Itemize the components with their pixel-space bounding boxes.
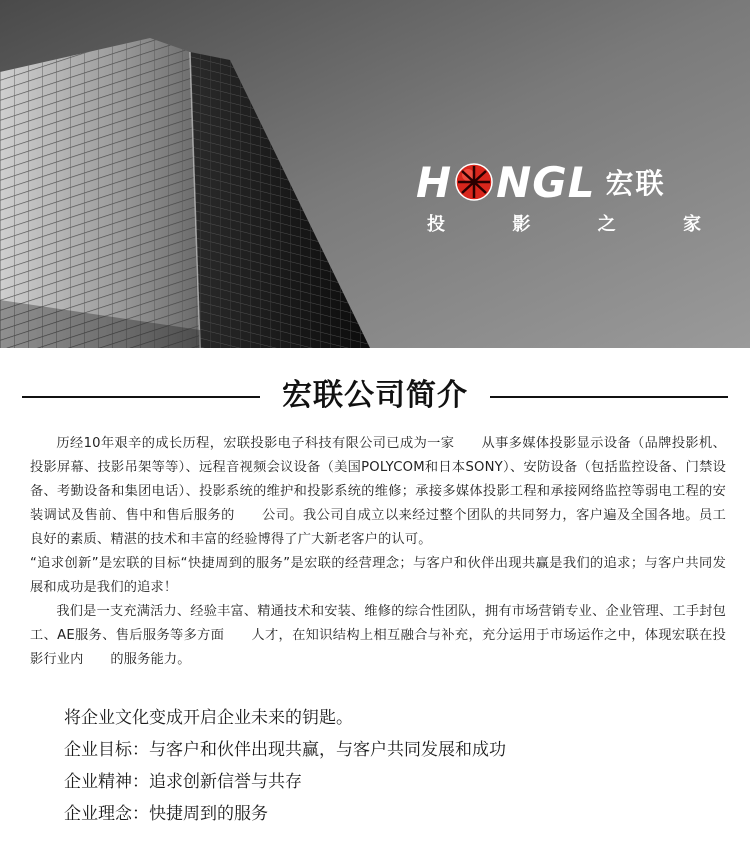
logo-chinese-name: 宏联 bbox=[605, 167, 666, 200]
red-ball-icon bbox=[454, 162, 494, 202]
section-title-row bbox=[0, 374, 750, 418]
intro-paragraph: 历经10年艰辛的成长历程，宏联投影电子科技有限公司已成为一家 从事多媒体投影显示设备（品牌投影机、投影屏幕、技影吊架等等）、远程音视频会议设备（美国POLYCOM和日本SONY）、安防设备（包括监控设备、门禁设备、考勤设备和集团电话）、投影系统的维护和投影系统的维修；承接多媒体投影工程和承接网络监控等弱电工程的安装调试及售前、售中和售后服务的 公司。我公司自成立以来经过整个团队的共同努力，客户遍及全国各地。员工良好的素质、精湛的技术和丰富的经验博得了广大新老客户的认可。 bbox=[30, 436, 726, 547]
logo-letters-ngl: NGL bbox=[496, 157, 596, 207]
culture-item: 将企业文化变成开启企业未来的钥匙。 bbox=[64, 708, 353, 728]
culture-item: 企业目标：与客户和伙伴出现共赢，与客户共同发展和成功 bbox=[64, 740, 506, 760]
company-logo bbox=[416, 158, 716, 238]
tagline-char: 之 bbox=[597, 214, 616, 235]
tagline-char: 影 bbox=[512, 214, 531, 235]
logo-letter-h: H bbox=[416, 157, 453, 207]
corporate-culture-list bbox=[64, 702, 724, 830]
intro-paragraph: 我们是一支充满活力、经验丰富、精通技术和安装、维修的综合性团队，拥有市场营销专业、企业管理、工手封包工、AE服务、售后服务等多方面 人才，在知识结构上相互融合与补充，充分运用于市场运作之中，体现宏联在投影行业内 的服务能力。 bbox=[30, 604, 726, 667]
culture-item: 企业精神：追求创新信誉与共存 bbox=[64, 772, 302, 792]
tagline-char: 家 bbox=[682, 214, 701, 235]
title-divider-left bbox=[22, 396, 260, 398]
tagline-char: 投 bbox=[427, 214, 445, 235]
title-divider-right bbox=[490, 396, 728, 398]
logo-wordmark bbox=[416, 158, 666, 206]
section-title: 宏联公司简介 bbox=[282, 378, 468, 413]
culture-item: 企业理念：快捷周到的服务 bbox=[64, 804, 268, 824]
logo-tagline bbox=[424, 210, 704, 236]
hero-banner bbox=[0, 0, 750, 348]
company-intro bbox=[30, 432, 726, 672]
intro-paragraph: “追求创新”是宏联的目标“快捷周到的服务”是宏联的经营理念；与客户和伙伴出现共赢是我们的追求；与客户共同发展和成功是我们的追求！ bbox=[30, 556, 726, 595]
